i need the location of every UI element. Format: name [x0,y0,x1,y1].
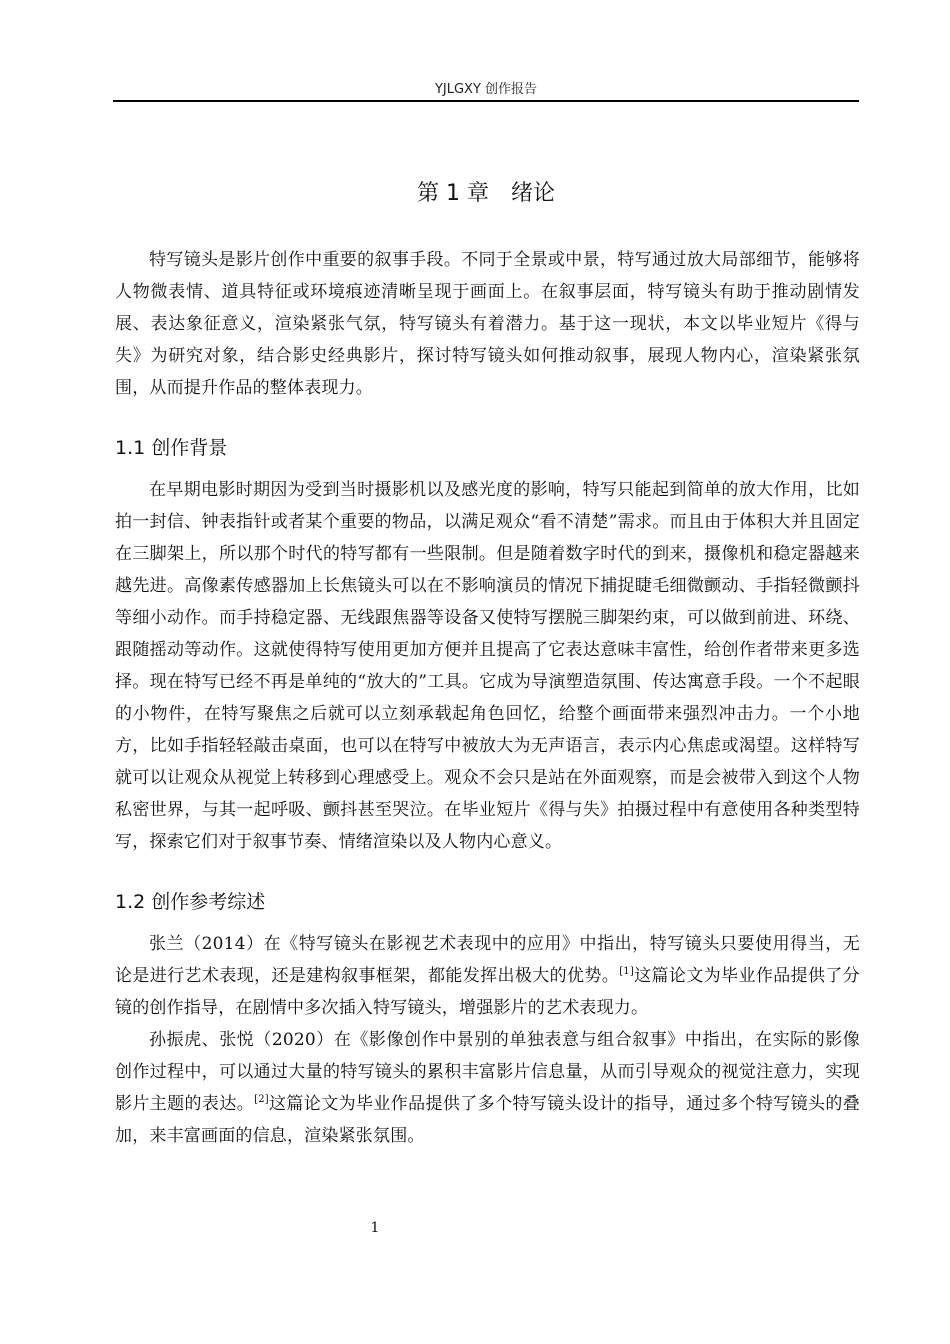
main-content [115,244,860,1152]
reference-2-tail: 这篇论文为毕业作品提供了多个特写镜头设计的指导，通过多个特写镜头的叠加，来丰富画面的信息，渲染紧张氛围。 [115,1094,860,1146]
reference-1-text: 张兰（2014）在《特写镜头在影视艺术表现中的应用》中指出，特写镜头只要使用得当，无论是进行艺术表现，还是建构叙事框架，都能发挥出极大的优势。 [115,934,860,986]
reference-1-tail: 这篇论文为毕业作品提供了分镜的创作指导，在剧情中多次插入特写镜头，增强影片的艺术表现力。 [115,966,860,1018]
background-paragraph: 在早期电影时期因为受到当时摄影机以及感光度的影响，特写只能起到简单的放大作用，比如拍一封信、钟表指针或者某个重要的物品，以满足观众“看不清楚”需求。而且由于体积大并且固定在三脚架上，所以那个时代的特写都有一些限制。但是随着数字时代的到来，摄像机和稳定器越来越先进。高像素传感器加上长焦镜头可以在不影响演员的情况下捕捉睫毛细微颤动、手指轻微颤抖等细小动作。而手持稳定器、无线跟焦器等设备又使特写摆脱三脚架约束，可以做到前进、环绕、跟随摇动等动作。这就使得特写使用更加方便并且提高了它表达意味丰富性，给创作者带来更多选择。现在特写已经不再是单纯的“放大的”工具。它成为导演塑造氛围、传达寓意手段。一个不起眼的小物件，在特写聚焦之后就可以立刻承载起角色回忆，给整个画面带来强烈冲击力。一个小地方，比如手指轻轻敲击桌面，也可以在特写中被放大为无声语言，表示内心焦虑或渴望。这样特写就可以让观众从视觉上转移到心理感受上。观众不会只是站在外面观察，而是会被带入到这个人物私密世界，与其一起呼吸、颤抖甚至哭泣。在毕业短片《得与失》拍摄过程中有意使用各种类型特写，探索它们对于叙事节奏、情绪渲染以及人物内心意义。 [115,480,860,852]
page-number: 1 [370,1220,380,1236]
citation-2[interactable]: [2] [254,1094,269,1105]
section-heading-background: 1.1 创作背景 [115,437,228,459]
reference-paragraph-2 [115,1024,860,1152]
section-heading-references: 1.2 创作参考综述 [115,891,266,913]
header-rule [113,100,859,102]
running-header: YJLGXY 创作报告 [434,82,538,97]
chapter-title: 第 1 章 绪论 [417,181,555,206]
reference-paragraph-1 [115,928,860,1024]
reference-2-text: 孙振虎、张悦（2020）在《影像创作中景别的单独表意与组合叙事》中指出，在实际的影像创作过程中，可以通过大量的特写镜头的累积丰富影片信息量，从而引导观众的视觉注意力，实现影片主题的表达。 [115,1030,860,1114]
citation-1[interactable]: [1] [619,966,634,977]
intro-paragraph: 特写镜头是影片创作中重要的叙事手段。不同于全景或中景，特写通过放大局部细节，能够将人物微表情、道具特征或环境痕迹清晰呈现于画面上。在叙事层面，特写镜头有助于推动剧情发展、表达象征意义，渲染紧张气氛，特写镜头有着潜力。基于这一现状，本文以毕业短片《得与失》为研究对象，结合影史经典影片，探讨特写镜头如何推动叙事，展现人物内心，渲染紧张氛围，从而提升作品的整体表现力。 [115,250,860,398]
